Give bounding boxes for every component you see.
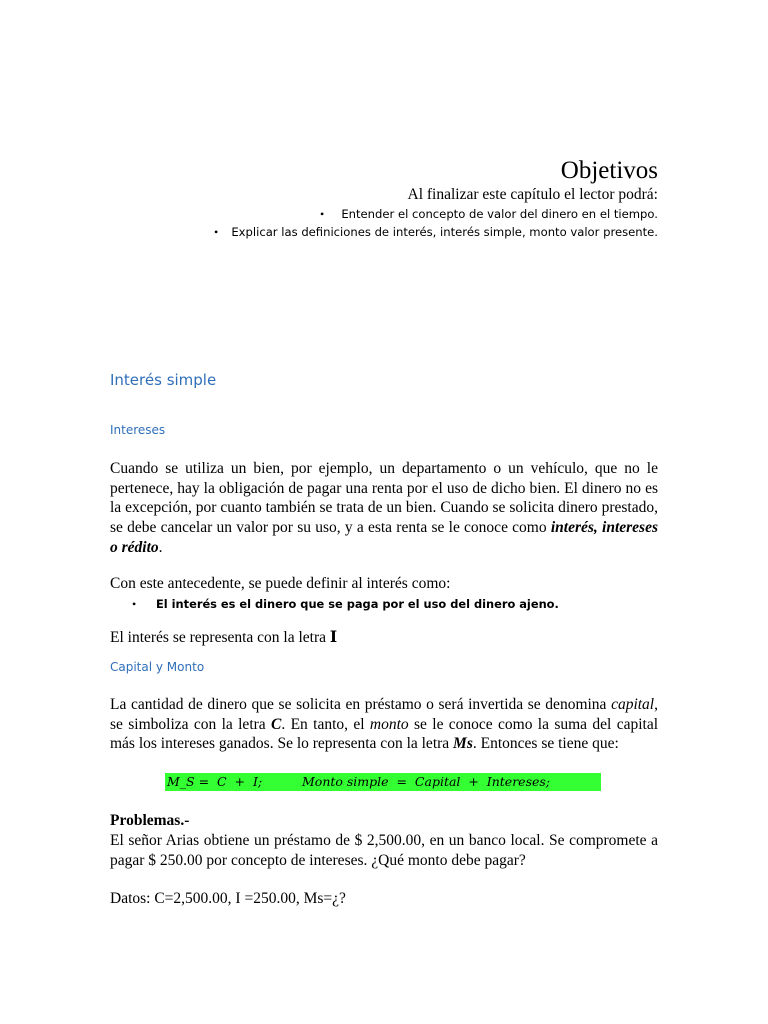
paragraph-definition-intro: Con este antecedente, se puede definir al interés como: bbox=[110, 575, 451, 592]
section-heading: Interés simple bbox=[110, 371, 217, 389]
objective-item: Explicar las definiciones de interés, interés simple, monto valor presente. bbox=[231, 225, 658, 239]
problem-data: Datos: C=2,500.00, I =250.00, Ms=¿? bbox=[110, 890, 346, 907]
paragraph-letter: El interés se representa con la letra I bbox=[110, 627, 338, 646]
problem-text: El señor Arias obtiene un préstamo de $ 2,500.00, en un banco local. Se compromete a pagar $ 250.00 por concepto de intereses. ¿Qué monto debe pagar? bbox=[110, 832, 658, 869]
objectives-intro: Al finalizar este capítulo el lector podrá: bbox=[407, 186, 658, 203]
formula-monto-simple bbox=[165, 773, 601, 791]
bullet-icon: • bbox=[132, 597, 137, 611]
formula-verbal: Monto simple = Capital + Intereses; bbox=[302, 774, 551, 789]
objective-item: Entender el concepto de valor del dinero en el tiempo. bbox=[341, 207, 658, 221]
bullet-icon: • bbox=[214, 225, 219, 239]
paragraph-intereses: Cuando se utiliza un bien, por ejemplo, un departamento o un vehículo, que no le pertenece, hay la obligación de pagar una renta por el uso de dicho bien. El dinero no es la excepción, por cuanto también se trata de un bien. Cuando se solicita dinero prestado, se debe cancelar un valor por su uso, y a esta renta se le conoce como interés, intereses o rédito. bbox=[110, 460, 658, 556]
problems-heading: Problemas.- bbox=[110, 812, 190, 829]
subheading-intereses: Intereses bbox=[110, 423, 166, 437]
bullet-icon: • bbox=[320, 207, 325, 221]
definition-item: El interés es el dinero que se paga por el uso del dinero ajeno. bbox=[156, 597, 559, 611]
subheading-capital-monto: Capital y Monto bbox=[110, 660, 205, 674]
paragraph-capital-monto: La cantidad de dinero que se solicita en préstamo o será invertida se denomina capital, se simboliza con la letra C. En tanto, el monto se le conoce como la suma del capital más los intereses ganados. Se lo representa con la letra Ms. Entonces se tiene que: bbox=[110, 696, 658, 753]
formula-symbolic: M_S = C + I; bbox=[167, 774, 263, 789]
objectives-title: Objetivos bbox=[560, 157, 658, 184]
